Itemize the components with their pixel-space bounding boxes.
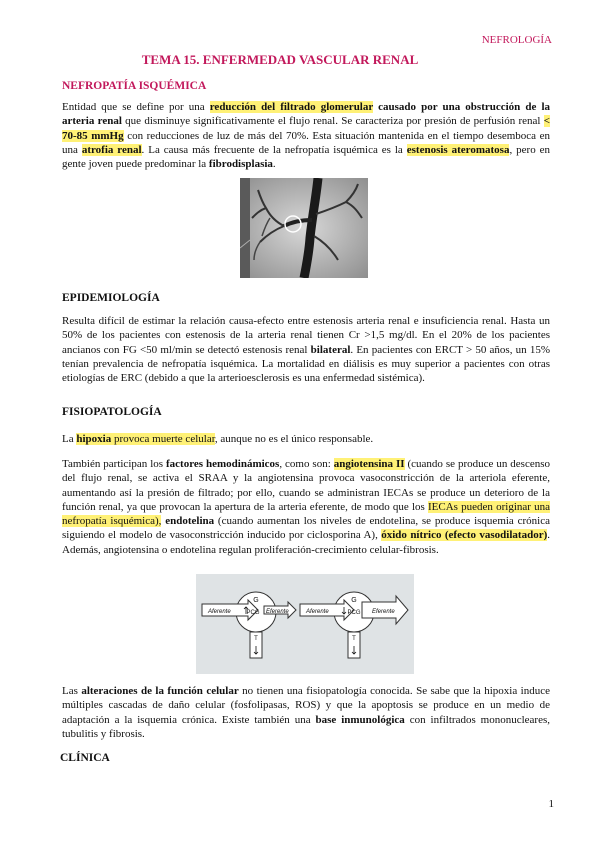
text: Las <box>62 685 82 697</box>
glomerulus-label-right: G <box>351 597 357 604</box>
text: , aunque no es el único responsable. <box>214 433 374 445</box>
bold-alteraciones: alteraciones de la función celular <box>81 685 239 697</box>
epidemiologia-heading: EPIDEMIOLOGÍA <box>62 292 160 304</box>
bold-factores: factores hemodinámicos <box>166 458 280 470</box>
bold-obstruccion: causado por una obstrucción de la arteria renal <box>62 101 551 128</box>
bold-fibrodisplasia: fibrodisplasia <box>208 158 273 171</box>
bold-endotelina: endotelina <box>165 515 215 528</box>
aferente-label-left: Aferente <box>208 609 231 615</box>
highlight-hipoxia: hipoxia <box>76 433 112 445</box>
text: (cuando aumentan los niveles de endotelina, se produce isquemia crónica siguiendo el modelo de vasoconstricción inducido por ciclosporina A), <box>62 515 550 542</box>
text: (cuando se produce un descenso del flujo renal, se activa el SRAA y la angiotensina provoca vasoconstricción de la arteriola eferente, aumentando así la presión de filtrado; por ello, cuando se administran IECAs se produce un deterioro de la función renal, ya que provocan la apertura de la arteria eferente, de modo que los <box>62 458 550 513</box>
tubule-label-right: T <box>352 636 356 642</box>
epidemiologia-paragraph <box>62 314 550 385</box>
text: La <box>62 433 77 445</box>
text: . Además, angiotensina o endotelina regulan proliferación-crecimiento celular-fibrosis. <box>62 529 550 556</box>
hemodynamic-diagram <box>196 574 414 674</box>
highlight-muerte-celular: provoca muerte celular <box>111 433 215 445</box>
highlight-angiotensina: angiotensina II <box>333 458 405 470</box>
highlight-estenosis: estenosis ateromatosa <box>406 143 510 156</box>
text: con reducciones de luz de más del 70%. Esta situación mantenida en el tiempo desemboca en una <box>62 129 551 156</box>
highlight-iecas: IECAs pueden originar una nefropatía isquémica), <box>62 500 550 528</box>
text: . En pacientes con ERCT > 50 años, un 15% tenían prevalencia de nefropatía isquémica. La mortalidad en diálisis es muy superior a pacientes con otras etiologías de ERC (debido a que la arterioesclerosis es una enfermedad sistémica). <box>62 343 550 385</box>
text: También participan los <box>62 458 166 470</box>
pcg-label-right: PCG <box>347 610 361 616</box>
text: Resulta difícil de estimar la relación causa-efecto entre estenosis arteria renal e insuficiencia renal. Hasta un 50% de los pacientes con estenosis de la arteria renal tienen Cr >1,5 mg/dl. En el 20% de los pacientes ancianos con FG <50 ml/min se detectó estenosis renal <box>62 315 550 356</box>
text: con infiltrados mononucleares, tubulitis y fibrosis. <box>62 713 550 740</box>
section-title: NEFROPATÍA ISQUÉMICA <box>62 80 207 92</box>
text: Entidad que se define por una <box>62 101 210 113</box>
intro-paragraph <box>62 100 550 171</box>
text: . <box>272 158 276 171</box>
tubule-label-left: T <box>254 636 258 642</box>
highlight-oxido-nitrico: óxido nítrico (efecto vasodilatador) <box>381 529 548 542</box>
text: no tienen una fisiopatología conocida. Se sabe que la hipoxia induce múltiples cascadas de daño celular (fosfolipasas, ROS) y que la apoptosis se produce en un medio de adaptación a la isquemia crónica. Existe también una <box>62 685 550 726</box>
eferente-label-left: Eferente <box>266 609 289 615</box>
hipoxia-paragraph <box>62 432 550 446</box>
glomerulus-label-left: G <box>253 597 259 604</box>
text: , como son: <box>279 458 334 470</box>
highlight-atrofia: atrofia renal <box>81 143 142 156</box>
renal-angiography-image <box>240 178 368 278</box>
aferente-label-right: Aferente <box>306 609 329 615</box>
text: que disminuye significativamente el flujo renal. Se caracteriza por presión de perfusión renal <box>121 115 544 128</box>
fisiopatologia-heading: FISIOPATOLOGÍA <box>62 406 162 418</box>
document-title: TEMA 15. ENFERMEDAD VASCULAR RENAL <box>141 52 419 67</box>
angiography-svg <box>240 178 368 278</box>
bold-base-inmunologica: base inmunológica <box>315 713 405 726</box>
text: . La causa más frecuente de la nefropatía isquémica es la <box>141 143 407 156</box>
eferente-label-right: Eferente <box>372 609 395 615</box>
highlight-filtrado: reducción del filtrado glomerular <box>209 101 374 113</box>
diagram-svg <box>196 574 414 674</box>
highlight-mmhg: < 70-85 mmHg <box>62 115 551 142</box>
text: , pero en gente joven puede predominar la <box>62 143 550 171</box>
page-number: 1 <box>548 798 554 810</box>
alteraciones-paragraph <box>62 684 550 741</box>
bold-bilateral: bilateral <box>310 343 351 356</box>
clinica-heading: CLÍNICA <box>60 752 110 764</box>
running-header-subject: NEFROLOGÍA <box>481 34 552 46</box>
factores-paragraph <box>62 457 550 557</box>
pcg-label-left: PCG <box>246 610 260 616</box>
